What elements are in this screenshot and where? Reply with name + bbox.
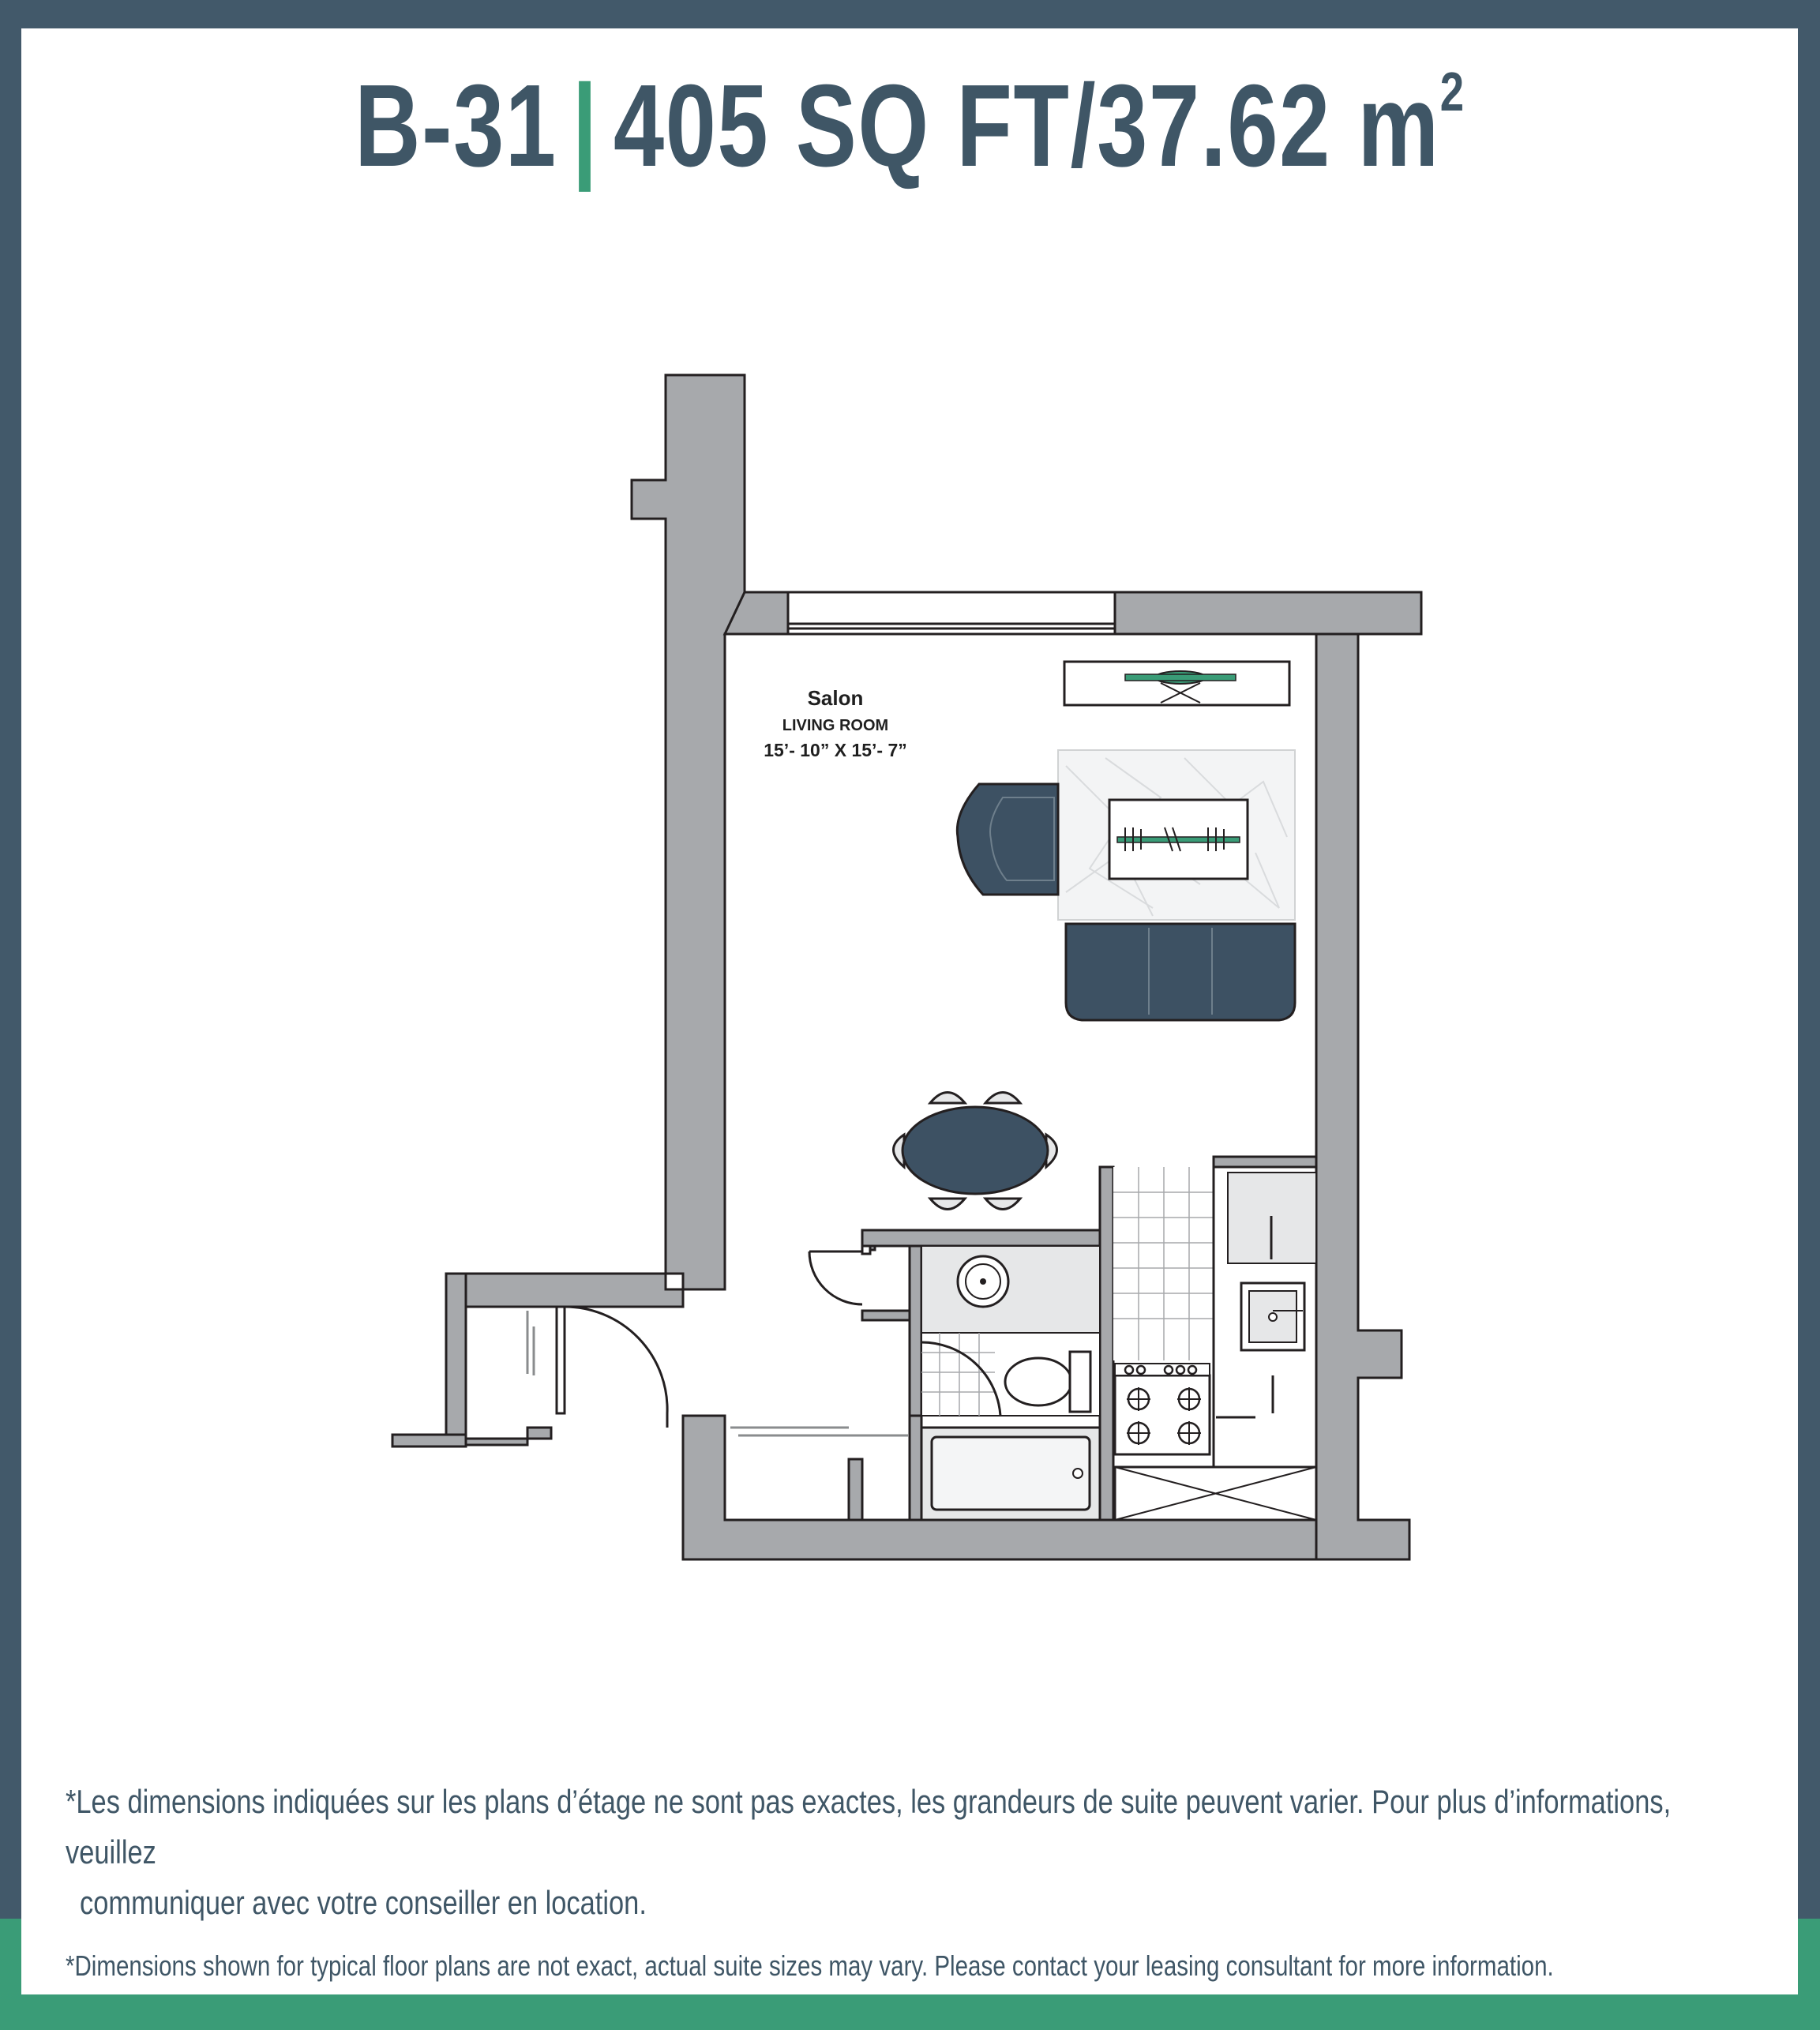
disclaimer-fr-line2: communiquer avec votre conseiller en location.	[80, 1884, 647, 1921]
room-dimensions: 15’- 10” X 15’- 7”	[764, 740, 907, 760]
window-top	[788, 592, 1115, 634]
bathroom	[921, 1246, 1100, 1520]
vanity-counter	[921, 1246, 1100, 1333]
wall-right	[1316, 634, 1409, 1559]
wall-corridor-top	[862, 1230, 1104, 1246]
unit-area: 405 SQ FT/37.62 m	[613, 61, 1440, 191]
sofa	[1066, 924, 1295, 1020]
wall-closet-bottom	[862, 1311, 910, 1320]
disclaimer-fr	[66, 1777, 1749, 1928]
wall-kitchen-divider	[1100, 1167, 1113, 1520]
wall-entry-left	[392, 1274, 683, 1447]
toilet	[1005, 1358, 1071, 1405]
unit-number: B-31	[355, 61, 557, 191]
bathtub	[932, 1437, 1090, 1510]
stove	[1115, 1375, 1210, 1454]
wall-left-tower	[632, 375, 788, 1289]
kitchen	[1113, 1167, 1316, 1520]
wall-closet-stub	[849, 1459, 862, 1520]
dining-table	[902, 1107, 1048, 1194]
corridor-sliding-doors	[730, 1428, 908, 1435]
disclaimer-en: *Dimensions shown for typical floor plans are not exact, actual suite sizes may vary. Please contact your leasing consultant for more information.	[66, 1949, 1554, 1982]
wall-bath-bottom-left	[910, 1416, 921, 1520]
title-separator: |	[572, 61, 599, 191]
wall-kitchen-top	[1214, 1157, 1316, 1167]
dining-set	[894, 1093, 1057, 1210]
area-exponent: 2	[1439, 61, 1465, 122]
room-name-fr: Salon	[807, 686, 864, 710]
living-furniture	[957, 662, 1295, 1020]
entry-door	[557, 1307, 667, 1428]
room-name-en: LIVING ROOM	[782, 717, 889, 734]
disclaimer-fr-line1: *Les dimensions indiquées sur les plans d’étage ne sont pas exactes, les grandeurs de suite peuvent varier. Pour plus d’informations, veuillez	[66, 1783, 1672, 1871]
closet-door	[809, 1246, 870, 1304]
wall-top-right	[1115, 592, 1421, 634]
armchair	[957, 784, 1058, 895]
closet-sliding-doors	[527, 1311, 534, 1375]
wall-entry-stub	[446, 1274, 466, 1435]
disclaimer-notes	[66, 1777, 1803, 1985]
